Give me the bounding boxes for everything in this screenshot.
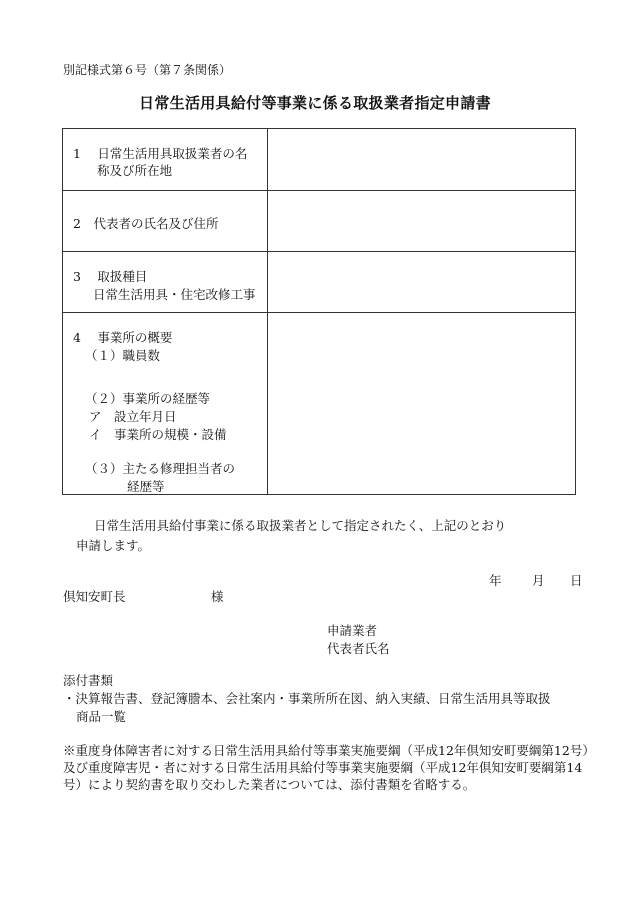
row4-label-line1: 4 事業所の概要 (73, 330, 173, 345)
label-cell (63, 252, 268, 313)
label-cell (63, 313, 268, 495)
row4-label-line2: （１）職員数 (85, 348, 161, 363)
row2-label-line1: 2 代表者の氏名及び住所 (73, 216, 219, 231)
attachments-line1: ・決算報告書、登記簿謄本、会社案内・事業所所在図、納入実績、日常生活用具等取扱 (63, 691, 551, 706)
attachments-line2: 商品一覧 (76, 709, 127, 724)
row4-label-line7: 経歴等 (127, 479, 165, 494)
note-line3: 号）により契約書を取り交わした業者については、添付書類を省略する。 (63, 777, 476, 792)
addressee-name: 倶知安町長 (63, 589, 126, 604)
statement-line1: 日常生活用具給付事業に係る取扱業者として指定されたく、上記のとおり (94, 518, 507, 533)
row4-label-line4: ア 設立年月日 (89, 409, 177, 424)
label-cell (63, 129, 268, 191)
row3-value-cell[interactable] (268, 252, 576, 313)
table-row (63, 313, 576, 495)
row3-label-line2: 日常生活用具・住宅改修工事 (93, 287, 256, 302)
row1-label-line2: 称及び所在地 (97, 163, 173, 178)
date-month-label: 月 (532, 573, 545, 588)
label-cell (63, 191, 268, 252)
date-day-label: 日 (570, 573, 583, 588)
row4-label-line5: イ 事業所の規模・設備 (89, 427, 227, 442)
note-line2: 及び重度障害児・者に対する日常生活用具給付等事業実施要綱（平成12年倶知安町要綱第14 (63, 760, 583, 775)
attachments-heading: 添付書類 (63, 673, 114, 688)
row4-label-line6: （３）主たる修理担当者の (85, 461, 236, 476)
date-year-label: 年 (489, 573, 502, 588)
table-row (63, 129, 576, 191)
application-table (62, 128, 576, 495)
applicant-label: 申請業者 (327, 623, 378, 638)
row4-label-line3: （２）事業所の経歴等 (85, 391, 211, 406)
document-title: 日常生活用具給付等事業に係る取扱業者指定申請書 (139, 94, 491, 112)
table-row (63, 191, 576, 252)
note-line1: ※重度身体障害者に対する日常生活用具給付等事業実施要綱（平成12年倶知安町要綱第12号） (63, 743, 595, 758)
form-label: 別記様式第６号（第７条関係） (63, 63, 232, 77)
representative-label: 代表者氏名 (327, 641, 390, 656)
row3-label-line1: 3 取扱種目 (73, 269, 148, 284)
addressee-honorific: 様 (211, 589, 224, 604)
row1-value-cell[interactable] (268, 129, 576, 191)
statement-line2: 申請します。 (76, 538, 151, 553)
row2-value-cell[interactable] (268, 191, 576, 252)
row4-value-cell[interactable] (268, 313, 576, 495)
table-row (63, 252, 576, 313)
row1-label-line1: 1 日常生活用具取扱業者の名 (73, 146, 248, 161)
